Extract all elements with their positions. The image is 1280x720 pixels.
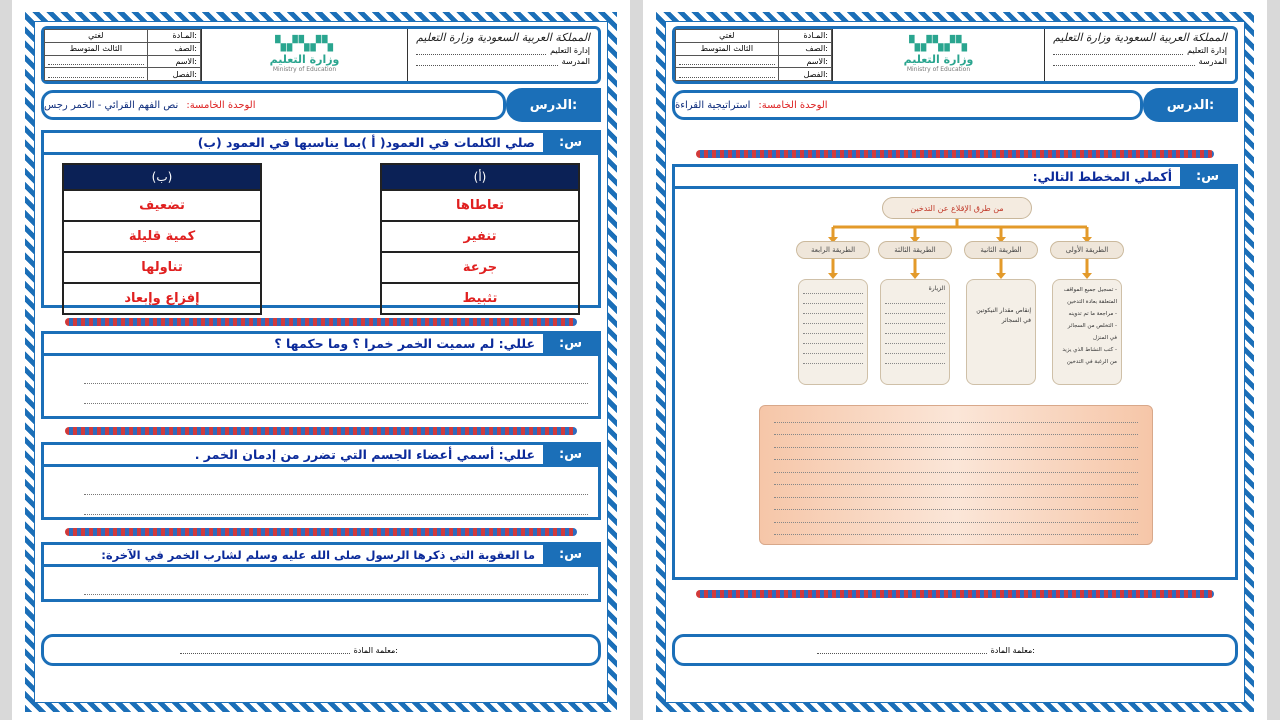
- question-tag: س:: [543, 334, 598, 353]
- card-text: الزيارة: [928, 285, 945, 292]
- admin-label: إدارة التعليم: [550, 46, 590, 55]
- card-text: - التخلص من السجائر: [1067, 323, 1117, 329]
- dotted-divider: [696, 150, 1214, 158]
- page-border: [656, 12, 1254, 712]
- question-organs: [41, 442, 601, 520]
- card-text: - كتب النشاط الذي يزيد: [1062, 347, 1117, 353]
- way-card-3[interactable]: [880, 279, 950, 385]
- class-value[interactable]: [45, 68, 148, 81]
- ministry-name-en: Ministry of Education: [906, 66, 971, 73]
- card-text: المتعلقة بعادة التدخين: [1067, 299, 1117, 305]
- column-a-cell[interactable]: جرعة: [380, 253, 580, 284]
- way-node-3: الطريقة الثالثة: [878, 241, 952, 259]
- dotted-divider: [65, 318, 577, 326]
- lesson-name: نص الفهم القرائي - الخمر رجس: [44, 99, 179, 111]
- subject-value: لغتي: [676, 30, 779, 43]
- question-punishment: [41, 542, 601, 602]
- ministry-name-en: Ministry of Education: [272, 66, 337, 73]
- lesson-row: [41, 88, 601, 122]
- school-label: المدرسة: [561, 57, 590, 66]
- class-label: الفصل:: [778, 68, 831, 81]
- header-info-table: [675, 29, 833, 81]
- lesson-row: [672, 88, 1238, 122]
- question-text: أكملي المخطط التالي:: [1032, 169, 1172, 184]
- ministry-logo: [202, 29, 408, 81]
- column-b-cell[interactable]: إفزاع وإبعاد: [62, 284, 262, 315]
- way-node-2: الطريقة الثانية: [964, 241, 1038, 259]
- answer-lines[interactable]: [44, 356, 598, 404]
- question-matching: [41, 130, 601, 308]
- lesson-tag: الدرس:: [506, 88, 601, 122]
- lesson-box: [41, 90, 506, 120]
- card-text: في السجائر: [1001, 317, 1031, 324]
- answer-lines[interactable]: [44, 567, 598, 595]
- worksheet-page-right: [643, 0, 1267, 720]
- question-text: عللي: أسمي أعضاء الجسم التي تضرر من إدمان الخمر .: [194, 447, 535, 462]
- question-tag: س:: [1180, 167, 1235, 186]
- card-text: من الرغبة في التدخين: [1066, 359, 1117, 365]
- page-content: [665, 21, 1245, 703]
- grade-label: الصف:: [147, 42, 200, 55]
- question-tag: س:: [543, 133, 598, 152]
- name-value[interactable]: [45, 55, 148, 68]
- dotted-divider: [696, 590, 1214, 598]
- ministry-name: وزارة التعليم: [903, 53, 974, 66]
- ministry-logo: [833, 29, 1045, 81]
- kingdom-emblem-text: المملكة العربية السعودية وزارة التعليم: [416, 31, 590, 44]
- logo-mark-icon: ▚▞▚▞▚: [909, 36, 968, 52]
- worksheet-page-left: [12, 0, 630, 720]
- unit-label: الوحدة الخامسة:: [186, 99, 256, 111]
- page-header: [41, 26, 601, 84]
- question-diagram: [672, 164, 1238, 580]
- card-text: إنقاص مقدار النيكوتين: [976, 307, 1031, 314]
- question-tag: س:: [543, 445, 598, 464]
- subject-label: المـادة:: [778, 30, 831, 43]
- class-label: الفصل:: [147, 68, 200, 81]
- dotted-divider: [65, 528, 577, 536]
- question-text: ما العقوبة التي ذكرها الرسول صلى الله عليه وسلم لشارب الخمر في الآخرة:: [101, 547, 535, 562]
- card-text: - تسجيل جميع المواقف: [1063, 287, 1117, 293]
- answer-lines[interactable]: [44, 467, 598, 515]
- teacher-label: معلمة المادة:: [353, 645, 398, 655]
- question-tag: س:: [543, 545, 598, 564]
- teacher-label: معلمة المادة:: [990, 645, 1035, 655]
- header-admin: [408, 29, 598, 81]
- column-a-cell[interactable]: تنفير: [380, 222, 580, 253]
- unit-label: الوحدة الخامسة:: [758, 99, 828, 111]
- column-a-cell[interactable]: تعاطاها: [380, 191, 580, 222]
- name-label: الاسم:: [147, 55, 200, 68]
- column-b: [62, 163, 262, 315]
- header-admin: [1045, 29, 1235, 81]
- class-value[interactable]: [676, 68, 779, 81]
- card-text: - مراجعة ما تم تدوينه: [1068, 311, 1117, 317]
- grade-value: الثالث المتوسط: [676, 42, 779, 55]
- logo-mark-icon: ▚▞▚▞▚: [275, 36, 334, 52]
- way-card-4[interactable]: [798, 279, 868, 385]
- page-content: [34, 21, 608, 703]
- column-b-cell[interactable]: تناولها: [62, 253, 262, 284]
- column-b-cell[interactable]: تضعيف: [62, 191, 262, 222]
- school-label: المدرسة: [1198, 57, 1227, 66]
- question-text: عللي: لم سميت الخمر خمرا ؟ وما حكمها ؟: [274, 336, 535, 351]
- way-node-1: الطريقة الأولى: [1050, 241, 1124, 259]
- column-a-cell[interactable]: تثبيط: [380, 284, 580, 315]
- page-header: [672, 26, 1238, 84]
- card-text: في المنزل: [1092, 335, 1117, 341]
- grade-label: الصف:: [778, 42, 831, 55]
- header-info-table: [44, 29, 202, 81]
- way-node-4: الطريقة الرابعة: [796, 241, 870, 259]
- question-text: صلي الكلمات في العمود( أ )بما يناسبها في العمود (ب): [197, 135, 535, 150]
- grade-value: الثالث المتوسط: [45, 42, 148, 55]
- kingdom-emblem-text: المملكة العربية السعودية وزارة التعليم: [1053, 31, 1227, 44]
- way-card-2: [966, 279, 1036, 385]
- column-b-header: (ب): [62, 163, 262, 191]
- column-b-cell[interactable]: كمية قليلة: [62, 222, 262, 253]
- question-reason: [41, 331, 601, 419]
- column-a-header: (أ): [380, 163, 580, 191]
- name-value[interactable]: [676, 55, 779, 68]
- diagram: [675, 167, 1235, 547]
- subject-value: لغتي: [45, 30, 148, 43]
- page-border: [25, 12, 617, 712]
- ministry-name: وزارة التعليم: [269, 53, 340, 66]
- lesson-box: [672, 90, 1143, 120]
- lesson-name: استراتيجية القراءة: [675, 99, 751, 111]
- teacher-footer: [672, 634, 1238, 666]
- answer-scroll[interactable]: [759, 405, 1153, 545]
- dotted-divider: [65, 427, 577, 435]
- way-card-1: [1052, 279, 1122, 385]
- diagram-root-node: من طرق الإقلاع عن التدخين: [882, 197, 1032, 219]
- subject-label: المـادة:: [147, 30, 200, 43]
- lesson-tag: الدرس:: [1143, 88, 1238, 122]
- column-a: [380, 163, 580, 315]
- name-label: الاسم:: [778, 55, 831, 68]
- admin-label: إدارة التعليم: [1187, 46, 1227, 55]
- teacher-footer: [41, 634, 601, 666]
